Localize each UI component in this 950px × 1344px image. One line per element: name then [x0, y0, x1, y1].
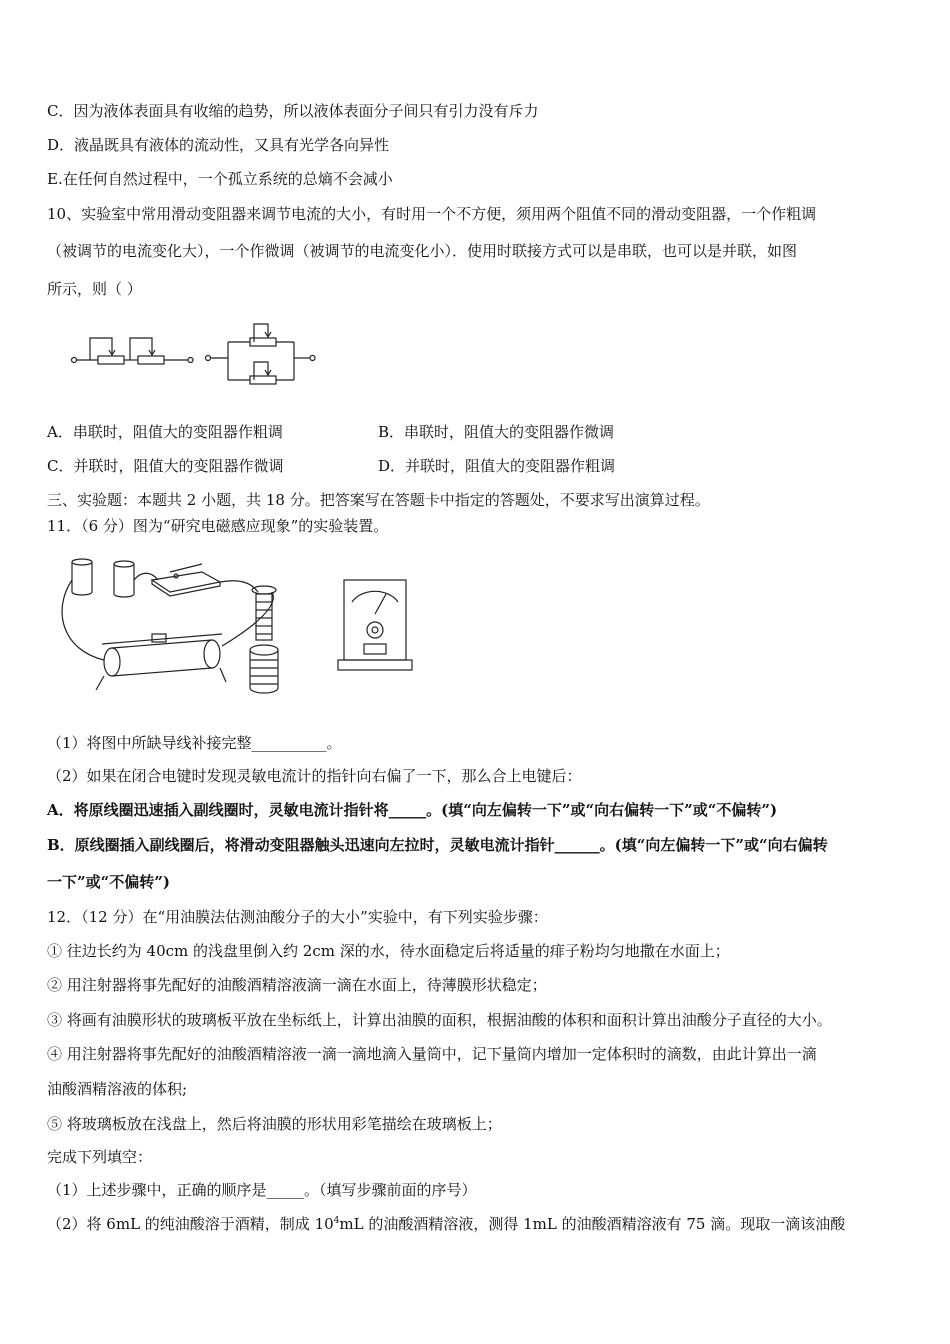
q11-option-b-line2: 一下”或“不偏转”): [47, 873, 170, 891]
q11-option-a: A．将原线圈迅速插入副线圈时，灵敏电流计指针将_____。(填“向左偏转一下”或“向右偏转一下”或“不偏转”): [47, 801, 778, 819]
q10-stem-line1: 10、实验室中常用滑动变阻器来调节电流的大小，有时用一个不方便，须用两个阻值不同的滑动变阻器，一个作粗调: [47, 205, 817, 223]
q10-option-c: C．并联时，阻值大的变阻器作微调: [47, 457, 284, 475]
q10-stem-line3: 所示，则（ ）: [47, 280, 142, 298]
q12-step-5: ⑤ 将玻璃板放在浅盘上，然后将油膜的形状用彩笔描绘在玻璃板上；: [47, 1115, 502, 1133]
q10-option-a: A．串联时，阻值大的变阻器作粗调: [47, 423, 283, 441]
q11-option-b-line1: B．原线圈插入副线圈后，将滑动变阻器触头迅速向左拉时，灵敏电流计指针______。(填“向左偏转一下”或“向右偏转: [47, 836, 828, 854]
q12-step-3: ③ 将画有油膜形状的玻璃板平放在坐标纸上，计算出油膜的面积，根据油酸的体积和面积计算出油酸分子直径的大小。: [47, 1011, 832, 1029]
q12-step-2: ② 用注射器将事先配好的油酸酒精溶液滴一滴在水面上，待薄膜形状稳定；: [47, 976, 547, 994]
q12-step-4-line2: 油酸酒精溶液的体积;: [47, 1080, 188, 1098]
q12-step-4-line1: ④ 用注射器将事先配好的油酸酒精溶液一滴一滴地滴入量筒中，记下量筒内增加一定体积时的滴数，由此计算出一滴: [47, 1045, 817, 1063]
q12-step-1: ① 往边长约为 40cm 的浅盘里倒入约 2cm 深的水，待水面稳定后将适量的痱子粉均匀地撒在水面上；: [47, 942, 730, 960]
q10-stem-line2: （被调节的电流变化大），一个作微调（被调节的电流变化小）．使用时联接方式可以是串联，也可以是并联，如图: [47, 242, 798, 260]
q11-part1: （1）将图中所缺导线补接完整__________。: [47, 734, 342, 752]
q12-stem: 12．（12 分）在“用油膜法估测油酸分子的大小”实验中，有下列实验步骤：: [47, 908, 548, 926]
q12-part2-exponent: 4: [333, 1216, 340, 1226]
q10-option-b: B．串联时，阻值大的变阻器作微调: [378, 423, 615, 441]
q9-option-c: C．因为液体表面具有收缩的趋势，所以液体表面分子间只有引力没有斥力: [47, 102, 539, 120]
q11-stem: 11．（6 分）图为“研究电磁感应现象”的实验装置。: [47, 517, 389, 535]
q9-option-e: E.在任何自然过程中，一个孤立系统的总熵不会减小: [47, 170, 393, 188]
q12-part1: （1）上述步骤中，正确的顺序是_____。（填写步骤前面的序号）: [47, 1181, 477, 1199]
q12-part2-a: （2）将 6mL 的纯油酸溶于酒精，制成 10: [47, 1215, 334, 1233]
q12-fill-prompt: 完成下列填空：: [47, 1148, 153, 1166]
q10-option-d: D．并联时，阻值大的变阻器作粗调: [378, 457, 616, 475]
q12-part2-b: mL 的油酸酒精溶液，测得 1mL 的油酸酒精溶液有 75 滴。现取一滴该油酸: [339, 1215, 846, 1233]
q11-part2: （2）如果在闭合电键时发现灵敏电流计的指针向右偏了一下，那么合上电键后：: [47, 767, 582, 785]
section-3-heading: 三、实验题：本题共 2 小题，共 18 分。把答案写在答题卡中指定的答题处，不要求写出演算过程。: [47, 491, 710, 509]
q9-option-d: D．液晶既具有液体的流动性，又具有光学各向异性: [47, 136, 390, 154]
q12-part2: [47, 1214, 845, 1234]
circuit-diagram: [68, 318, 318, 390]
electromagnetic-induction-apparatus: [52, 550, 422, 700]
